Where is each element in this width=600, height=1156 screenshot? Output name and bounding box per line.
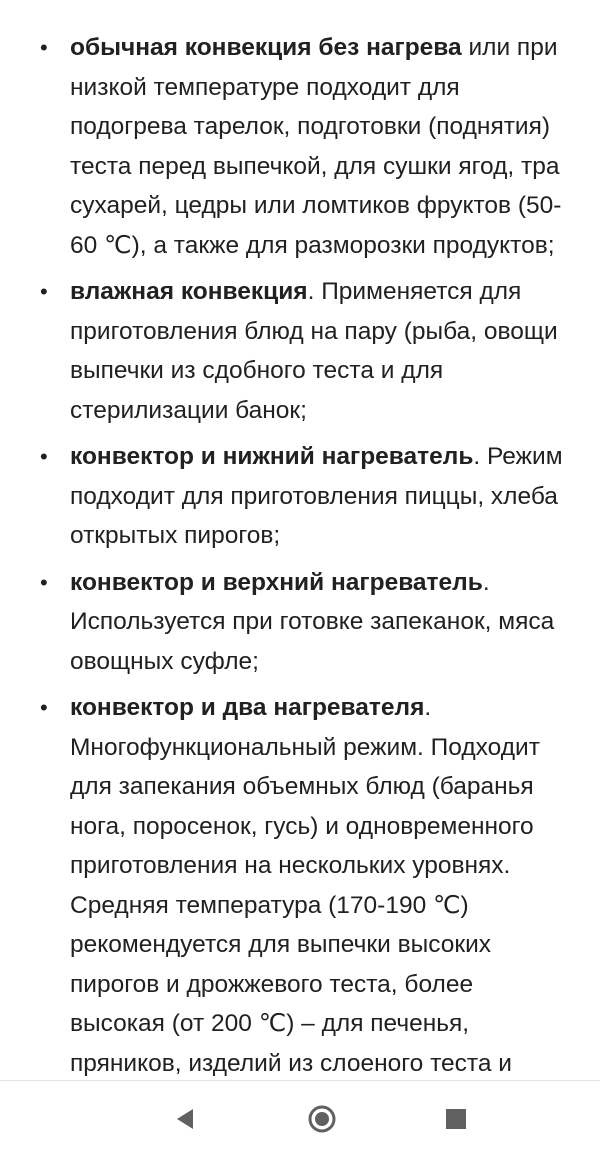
item-line: рекомендуется для выпечки высоких (70, 931, 491, 958)
item-line: стерилизации банок; (70, 396, 307, 424)
item-line: высокая (от 200 ℃) – для печенья, (70, 1010, 470, 1037)
bullet-icon: • (40, 444, 48, 469)
bullet-icon: • (40, 35, 48, 60)
item-term: конвектор и верхний нагреватель (70, 568, 483, 596)
item-line: подогрева тарелок, подготовки (поднятия) (70, 113, 551, 140)
item-line (70, 688, 600, 728)
item-text: или при (461, 34, 558, 61)
bullet-list (0, 28, 600, 1080)
list-item (0, 28, 600, 265)
item-line: для запекания объемных блюд (баранья (70, 773, 534, 800)
item-line: сухарей, цедры или ломтиков фруктов (50- (70, 192, 562, 219)
list-item (0, 688, 600, 1080)
list-item (0, 272, 600, 430)
item-line: нога, поросенок, гусь) и одновременного (70, 812, 534, 840)
list-item (0, 563, 600, 682)
item-text: . Режим (473, 443, 563, 470)
item-text: . (482, 568, 490, 596)
back-triangle-icon (170, 1103, 202, 1135)
item-line: низкой температуре подходит для (70, 73, 460, 101)
home-circle-icon (306, 1103, 338, 1135)
item-line: пряников, изделий из слоеного теста и (70, 1049, 512, 1077)
item-line: приготовления блюд на пару (рыба, овощи (70, 317, 558, 345)
item-line: Используется при готовке запеканок, мяса (70, 608, 555, 635)
item-line (70, 272, 600, 312)
back-button[interactable] (170, 1103, 202, 1135)
recents-square-icon (440, 1103, 472, 1135)
item-line: открытых пирогов; (70, 522, 281, 549)
home-button[interactable] (306, 1103, 338, 1135)
list-item (0, 437, 600, 556)
item-line: теста перед выпечкой, для сушки ягод, тра (70, 152, 560, 180)
item-line: 60 ℃), а также для разморозки продуктов; (70, 231, 555, 259)
item-term: конвектор и нижний нагреватель (70, 443, 474, 470)
item-term: конвектор и два нагревателя (70, 694, 425, 721)
item-term: влажная конвекция (70, 278, 308, 305)
item-line: приготовления на нескольких уровнях. (70, 852, 511, 879)
item-line: выпечки из сдобного теста и для (70, 357, 444, 384)
item-line: подходит для приготовления пиццы, хлеба (70, 482, 558, 510)
bullet-icon: • (40, 695, 48, 720)
item-term: обычная конвекция без нагрева (70, 34, 462, 61)
item-line: пирогов и дрожжевого теста, более (70, 970, 474, 998)
item-text: . (424, 694, 432, 721)
recents-button[interactable] (440, 1103, 472, 1135)
item-line (70, 563, 600, 603)
bullet-icon: • (40, 569, 48, 595)
system-navigation-bar (0, 1080, 600, 1156)
item-line: Многофункциональный режим. Подходит (70, 733, 540, 761)
item-line: овощных суфле; (70, 647, 259, 675)
item-line (70, 28, 600, 68)
item-text: . Применяется для (307, 278, 522, 305)
item-line (70, 437, 600, 477)
bullet-icon: • (40, 279, 48, 304)
item-line: Средняя температура (170-190 ℃) (70, 891, 469, 919)
